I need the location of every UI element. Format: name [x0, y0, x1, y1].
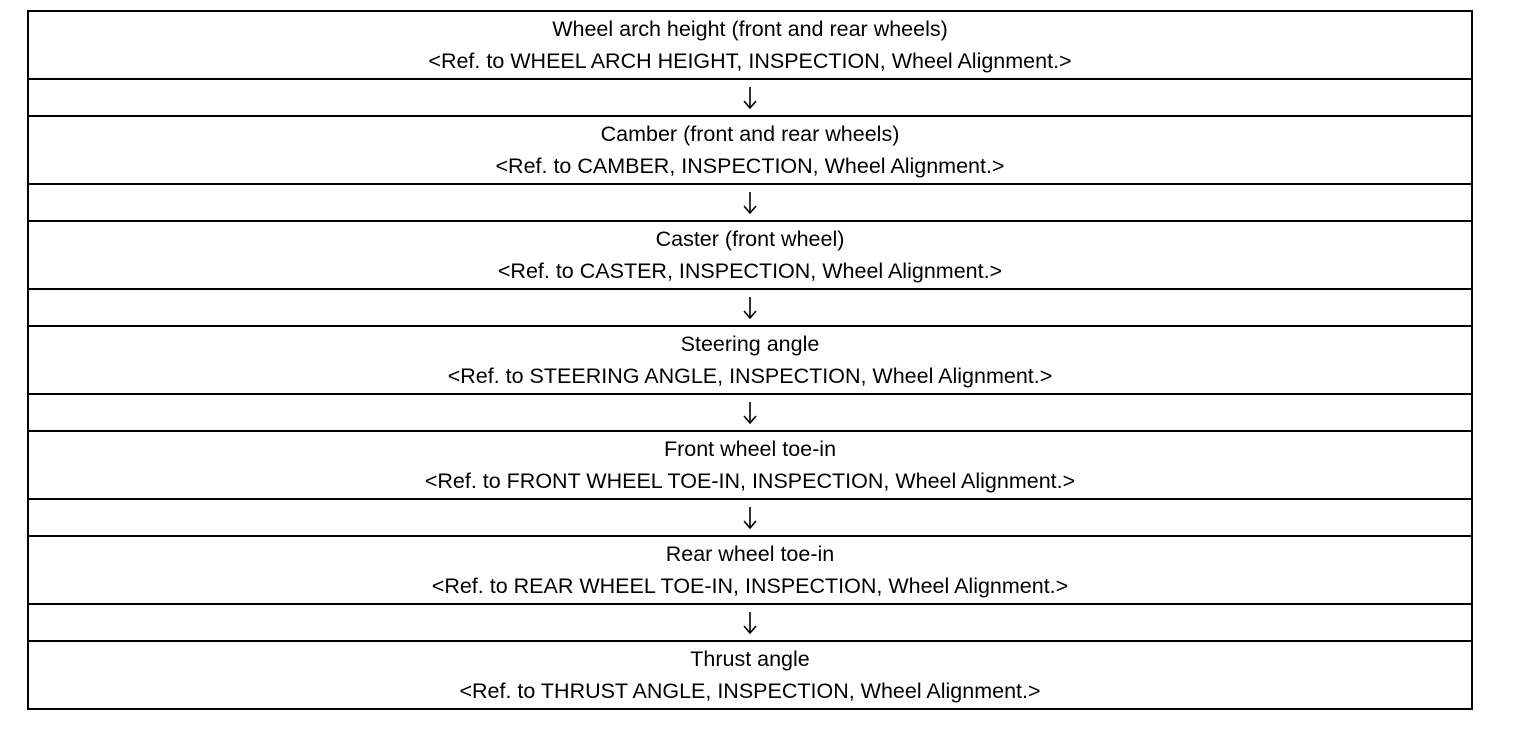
step-camber [29, 117, 1471, 183]
step-title: Steering angle [680, 332, 820, 356]
step-reference: <Ref. to REAR WHEEL TOE-IN, INSPECTION, Wheel Alignment.> [431, 574, 1069, 598]
step-title: Thrust angle [690, 647, 810, 671]
step-reference: <Ref. to FRONT WHEEL TOE-IN, INSPECTION, Wheel Alignment.> [424, 469, 1076, 493]
down-arrow-icon [742, 191, 758, 215]
step-title: Rear wheel toe-in [665, 542, 835, 566]
flow-connector [29, 603, 1471, 642]
flow-connector [29, 498, 1471, 537]
down-arrow-icon [742, 86, 758, 110]
step-reference: <Ref. to STEERING ANGLE, INSPECTION, Wheel Alignment.> [447, 364, 1053, 388]
down-arrow-icon [742, 296, 758, 320]
step-reference: <Ref. to CASTER, INSPECTION, Wheel Alignment.> [497, 259, 1003, 283]
step-reference: <Ref. to WHEEL ARCH HEIGHT, INSPECTION, Wheel Alignment.> [428, 49, 1072, 73]
step-thrust-angle [29, 642, 1471, 708]
down-arrow-icon [742, 401, 758, 425]
step-rear-wheel-toe-in [29, 537, 1471, 603]
step-title: Wheel arch height (front and rear wheels) [552, 17, 948, 41]
flow-connector [29, 183, 1471, 222]
step-reference: <Ref. to CAMBER, INSPECTION, Wheel Alignment.> [495, 154, 1005, 178]
down-arrow-icon [742, 611, 758, 635]
step-title: Front wheel toe-in [663, 437, 837, 461]
step-reference: <Ref. to THRUST ANGLE, INSPECTION, Wheel Alignment.> [459, 679, 1041, 703]
step-steering-angle [29, 327, 1471, 393]
flow-connector [29, 393, 1471, 432]
down-arrow-icon [742, 506, 758, 530]
step-title: Caster (front wheel) [655, 227, 845, 251]
alignment-procedure-flowchart [27, 10, 1473, 710]
step-caster [29, 222, 1471, 288]
flow-connector [29, 78, 1471, 117]
step-title: Camber (front and rear wheels) [600, 122, 900, 146]
flow-connector [29, 288, 1471, 327]
step-wheel-arch-height [29, 12, 1471, 78]
step-front-wheel-toe-in [29, 432, 1471, 498]
